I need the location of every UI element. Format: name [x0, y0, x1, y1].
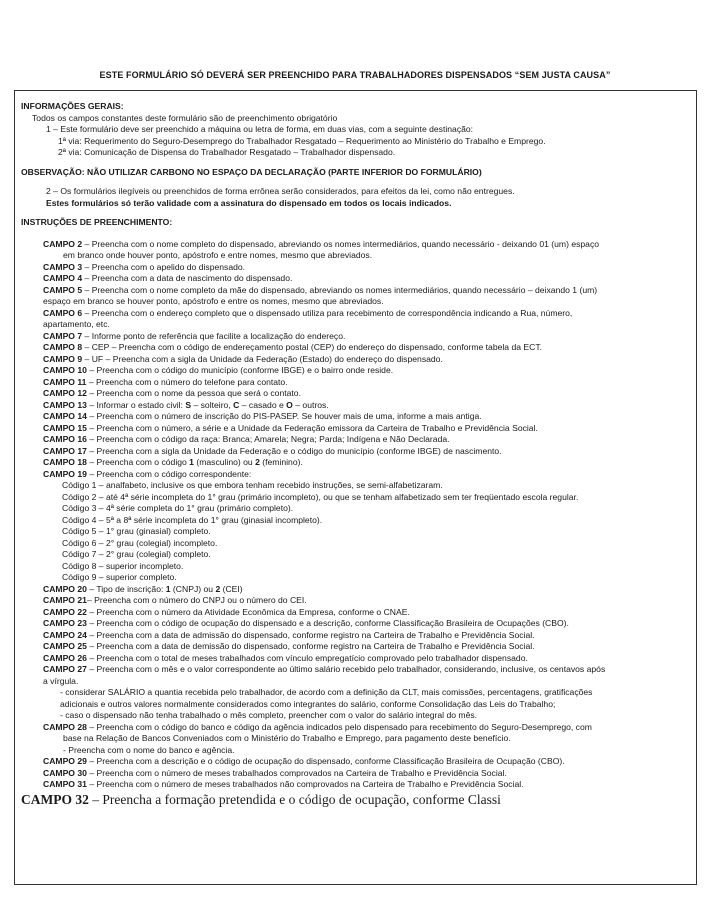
campo-27-cont: a vírgula. — [43, 675, 79, 686]
campo-13: CAMPO 13 – Informar o estado civil: S – solteiro, C – casado e O – outros. — [43, 399, 329, 410]
campo-28-sub: - Preencha com o nome do banco e agência. — [63, 744, 235, 755]
campo-4: CAMPO 4 – Preencha com a data de nascimento do dispensado. — [43, 273, 293, 283]
education-code-4: Código 4 – 5ª a 8ª série incompleta do 1° grau (ginasial incompleto). — [62, 514, 323, 525]
campo-5-cont: espaço em branco se houver ponto, apóstrofo e entre os nomes, mesmo que abreviados. — [43, 296, 384, 306]
campo-21: CAMPO 21– Preencha com o número do CNPJ ou o número do CEI. — [43, 595, 307, 605]
campo-7: CAMPO 7 – Informe ponto de referência que facilite a localização do endereço. — [43, 330, 346, 341]
campo-32: CAMPO 32 – Preencha a formação pretendida e o código de ocupação, conforme Classi — [21, 791, 501, 807]
validity-note: Estes formulários só terão validade com a assinatura do dispensado em todos os locais indicados. — [46, 197, 452, 208]
education-code-9: Código 9 – superior completo. — [62, 572, 177, 582]
education-code-8: Código 8 – superior incompleto. — [62, 560, 184, 571]
campo-25: CAMPO 25 – Preencha com a data de demissão do dispensado, conforme registro na Carteira de Trabalho e Previdência Social. — [43, 641, 535, 651]
campo-30: CAMPO 30 – Preencha com o número de meses trabalhados comprovados na Carteira de Trabalho e Previdência Social. — [43, 767, 507, 778]
education-code-7: Código 7 – 2° grau (colegial) completo. — [62, 549, 211, 559]
instructions-content — [21, 101, 693, 808]
form-title: ESTE FORMULÁRIO SÓ DEVERÁ SER PREENCHIDO PARA TRABALHADORES DISPENSADOS “SEM JUSTA CAUSA” — [99, 70, 611, 80]
campo-11: CAMPO 11 – Preencha com o número do telefone para contato. — [43, 376, 288, 387]
education-code-1: Código 1 – analfabeto, inclusive os que embora tenham recebido instruções, se semi-alfabetizaram. — [62, 480, 443, 490]
campo-22: CAMPO 22 – Preencha com o número da Atividade Econômica da Empresa, conforme o CNAE. — [43, 606, 410, 617]
campo-27-partial-month: - caso o dispensado não tenha trabalhado o mês completo, preencher com o valor do salário integral do mês. — [60, 710, 478, 720]
campo-2-cont: em branco onde houver ponto, apóstrofo e entre nomes, mesmo que abreviados. — [63, 250, 373, 260]
info-item-1: 1 – Este formulário deve ser preenchido a máquina ou letra de forma, em duas vias, com a seguinte destinação: — [46, 124, 474, 134]
campo-20: CAMPO 20 – Tipo de inscrição: 1 (CNPJ) ou 2 (CEI) — [43, 583, 243, 594]
campo-12: CAMPO 12 – Preencha com o nome da pessoa que será o contato. — [43, 388, 301, 398]
campo-8: CAMPO 8 – CEP – Preencha com o código de endereçamento postal (CEP) do endereço do dispensado, conforme tabela da ECT. — [43, 342, 543, 352]
education-code-2: Código 2 – até 4ª série incompleta do 1° grau (primário incompleto), ou que se tenham alfabetizado sem ter freqüentado escola regular. — [62, 491, 579, 502]
via-1: 1ª via: Requerimento do Seguro-Desemprego do Trabalhador Resgatado – Requerimento ao Ministério do Trabalho e Emprego. — [58, 135, 546, 146]
education-code-3: Código 3 – 4ª série completa do 1° grau (primário completo). — [62, 503, 294, 513]
campo-18: CAMPO 18 – Preencha com o código 1 (masculino) ou 2 (feminino). — [43, 457, 303, 467]
instructions-heading: INSTRUÇÕES DE PREENCHIMENTO: — [21, 217, 173, 227]
campo-24: CAMPO 24 – Preencha com a data de admissão do dispensado, conforme registro na Carteira de Trabalho e Previdência Social. — [43, 629, 535, 640]
campo-6: CAMPO 6 – Preencha com o endereço completo que o dispensado utiliza para recebimento de correspondência indicando a Rua, número, — [43, 307, 573, 318]
campo-19: CAMPO 19 – Preencha com o código correspondente: — [43, 468, 252, 479]
info-heading: INFORMAÇÕES GERAIS: — [21, 101, 124, 111]
campo-28-cont: base na Relação de Bancos Conveniados com o Ministério do Trabalho e Emprego, para pagamento deste benefício. — [63, 733, 511, 743]
campo-9: CAMPO 9 – UF – Preencha com a sigla da Unidade da Federação (Estado) do endereço do dispensado. — [43, 353, 443, 364]
via-2: 2ª via: Comunicação de Dispensa do Trabalhador Resgatado – Trabalhador dispensado. — [58, 147, 396, 157]
campo-29: CAMPO 29 – Preencha com a descrição e o código de ocupação do dispensado, conforme Classificação Brasileira de Ocupação (CBO). — [43, 756, 565, 766]
campo-6-cont: apartamento, etc. — [43, 319, 110, 329]
info-item-2: 2 – Os formulários ilegíveis ou preenchidos de forma errônea serão considerados, para efeitos da lei, como não entregues. — [46, 186, 515, 196]
campo-5: CAMPO 5 – Preencha com o nome completo da mãe do dispensado, abreviando os nomes intermediários, quando necessário – deixando 1 (um) — [43, 284, 598, 295]
campo-31: CAMPO 31 – Preencha com o número de meses trabalhados não comprovados na Carteira de Trabalho e Previdência Social. — [43, 779, 524, 789]
campo-23: CAMPO 23 – Preencha com o código de ocupação do dispensado e a descrição, conforme Classificação Brasileira de Ocupações (CBO). — [43, 618, 569, 628]
campo-15: CAMPO 15 – Preencha com o número, a série e a Unidade da Federação emissora da Carteira de Trabalho e Previdência Social. — [43, 422, 538, 433]
campo-10: CAMPO 10 – Preencha com o código do município (conforme IBGE) e o bairro onde reside. — [43, 365, 394, 375]
campo-3: CAMPO 3 – Preencha com o apelido do dispensado. — [43, 261, 246, 272]
observation-heading: OBSERVAÇÃO: NÃO UTILIZAR CARBONO NO ESPAÇO DA DECLARAÇÃO (PARTE INFERIOR DO FORMULÁRIO) — [21, 166, 482, 177]
campo-27: CAMPO 27 – Preencha com o mês e o valor correspondente ao último salário recebido pelo trabalhador, considerando, inclusive, os centavos após — [43, 664, 606, 674]
info-intro: Todos os campos constantes deste formulário são de preenchimento obrigatório — [32, 112, 338, 123]
campo-2: CAMPO 2 – Preencha com o nome completo do dispensado, abreviando os nomes intermediários, quando necessário - deixando 01 (um) espaço — [43, 238, 600, 249]
education-code-6: Código 6 – 2° grau (colegial) incompleto. — [62, 537, 218, 548]
campo-27-salary-def: - considerar SALÁRIO a quantia recebida pelo trabalhador, de acordo com a definição da CLT, mais comissões, percentagens, gratificações — [60, 687, 593, 697]
campo-16: CAMPO 16 – Preencha com o código da raça: Branca; Amarela; Negra; Parda; Indígena e Não Declarada. — [43, 434, 450, 444]
education-code-5: Código 5 – 1° grau (ginasial) completo. — [62, 526, 211, 536]
campo-26: CAMPO 26 – Preencha com o total de meses trabalhados com vínculo empregatício comprovado pelo trabalhador dispensado. — [43, 652, 528, 663]
campo-14: CAMPO 14 – Preencha com o número de inscrição do PIS-PASEP. Se houver mais de uma, informe a mais antiga. — [43, 411, 482, 421]
campo-28: CAMPO 28 – Preencha com o código do banco e código da agência indicados pelo dispensado para recebimento do Seguro-Desemprego, com — [43, 721, 592, 732]
campo-27-salary-def-cont: adicionais e outros valores normalmente considerados como integrantes do salário, conforme Consolidação das Leis do Trabalho; — [60, 698, 556, 709]
campo-17: CAMPO 17 – Preencha com a sigla da Unidade da Federação e o código do município (conforme IBGE) de nascimento. — [43, 445, 502, 456]
